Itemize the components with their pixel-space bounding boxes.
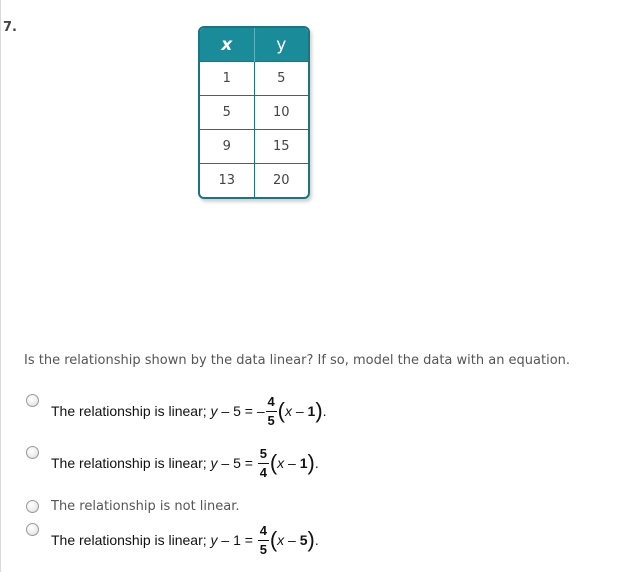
option-1-denominator: 5 xyxy=(267,413,275,428)
radio-button-option-2[interactable] xyxy=(26,446,39,459)
option-1-lhs: – 5 = – xyxy=(217,403,265,419)
table-cell-x: 1 xyxy=(200,62,254,96)
table-cell-x: 5 xyxy=(200,96,254,130)
option-4-paren-open: ( xyxy=(269,527,278,552)
fraction-bar xyxy=(258,463,269,464)
option-4-paren-close: ) xyxy=(307,527,315,552)
option-1-fraction xyxy=(266,394,277,428)
option-4-fraction xyxy=(258,523,269,557)
option-4-var-x: x xyxy=(277,532,285,548)
answer-option-3[interactable] xyxy=(26,499,240,514)
option-1-const: 1 xyxy=(307,403,316,419)
radio-button-option-3[interactable] xyxy=(26,500,39,513)
table-row xyxy=(200,130,308,164)
option-4-var-y: y xyxy=(210,532,218,548)
option-1-var-x: x xyxy=(284,403,292,419)
option-1-lead: The relationship is linear; xyxy=(51,403,211,419)
option-4-period: . xyxy=(314,532,319,548)
radio-button-option-1[interactable] xyxy=(26,394,39,407)
option-2-paren-open: ( xyxy=(269,450,278,475)
option-2-minus: – xyxy=(284,455,300,471)
column-header-x: x xyxy=(200,28,254,62)
answer-option-4[interactable] xyxy=(26,523,319,557)
radio-button-option-4[interactable] xyxy=(26,523,39,536)
option-1-numerator: 4 xyxy=(267,394,275,409)
table-cell-x: 13 xyxy=(200,164,254,198)
option-3-label: The relationship is not linear. xyxy=(51,499,240,514)
option-2-lead: The relationship is linear; xyxy=(51,455,211,471)
table-row xyxy=(200,62,308,96)
option-4-denominator: 5 xyxy=(259,542,267,557)
option-4-lead: The relationship is linear; xyxy=(51,532,211,548)
option-4-const: 5 xyxy=(299,532,308,548)
option-2-fraction xyxy=(258,446,269,480)
xy-data-table xyxy=(198,26,310,199)
option-2-const: 1 xyxy=(299,455,308,471)
option-4-minus: – xyxy=(284,532,300,548)
question-number: 7. xyxy=(3,20,17,35)
option-1-paren-close: ) xyxy=(315,398,323,423)
option-1-label xyxy=(51,394,327,428)
answer-option-2[interactable] xyxy=(26,446,319,480)
option-2-var-x: x xyxy=(277,455,285,471)
option-2-period: . xyxy=(314,455,319,471)
option-2-denominator: 4 xyxy=(259,465,267,480)
option-2-var-y: y xyxy=(210,455,218,471)
option-2-label xyxy=(51,446,319,480)
option-1-paren-open: ( xyxy=(277,398,285,423)
question-prompt: Is the relationship shown by the data linear? If so, model the data with an equation. xyxy=(24,353,571,368)
option-4-numerator: 4 xyxy=(259,523,267,538)
option-2-numerator: 5 xyxy=(259,446,267,461)
option-2-paren-close: ) xyxy=(307,450,315,475)
option-4-label xyxy=(51,523,319,557)
answer-option-1[interactable] xyxy=(26,394,327,428)
column-header-y: y xyxy=(254,28,308,62)
option-1-period: . xyxy=(322,403,327,419)
table-cell-y: 5 xyxy=(254,62,308,96)
table-row xyxy=(200,96,308,130)
option-4-lhs: – 1 = xyxy=(217,532,257,548)
option-2-lhs: – 5 = xyxy=(217,455,257,471)
left-border xyxy=(0,0,1,572)
table-header-row xyxy=(200,28,308,62)
table-cell-y: 15 xyxy=(254,130,308,164)
option-1-minus: – xyxy=(291,403,308,419)
option-1-var-y: y xyxy=(210,403,218,419)
fraction-bar xyxy=(266,411,277,412)
table-cell-x: 9 xyxy=(200,130,254,164)
table-row xyxy=(200,164,308,198)
table-cell-y: 20 xyxy=(254,164,308,198)
table-cell-y: 10 xyxy=(254,96,308,130)
fraction-bar xyxy=(258,540,269,541)
